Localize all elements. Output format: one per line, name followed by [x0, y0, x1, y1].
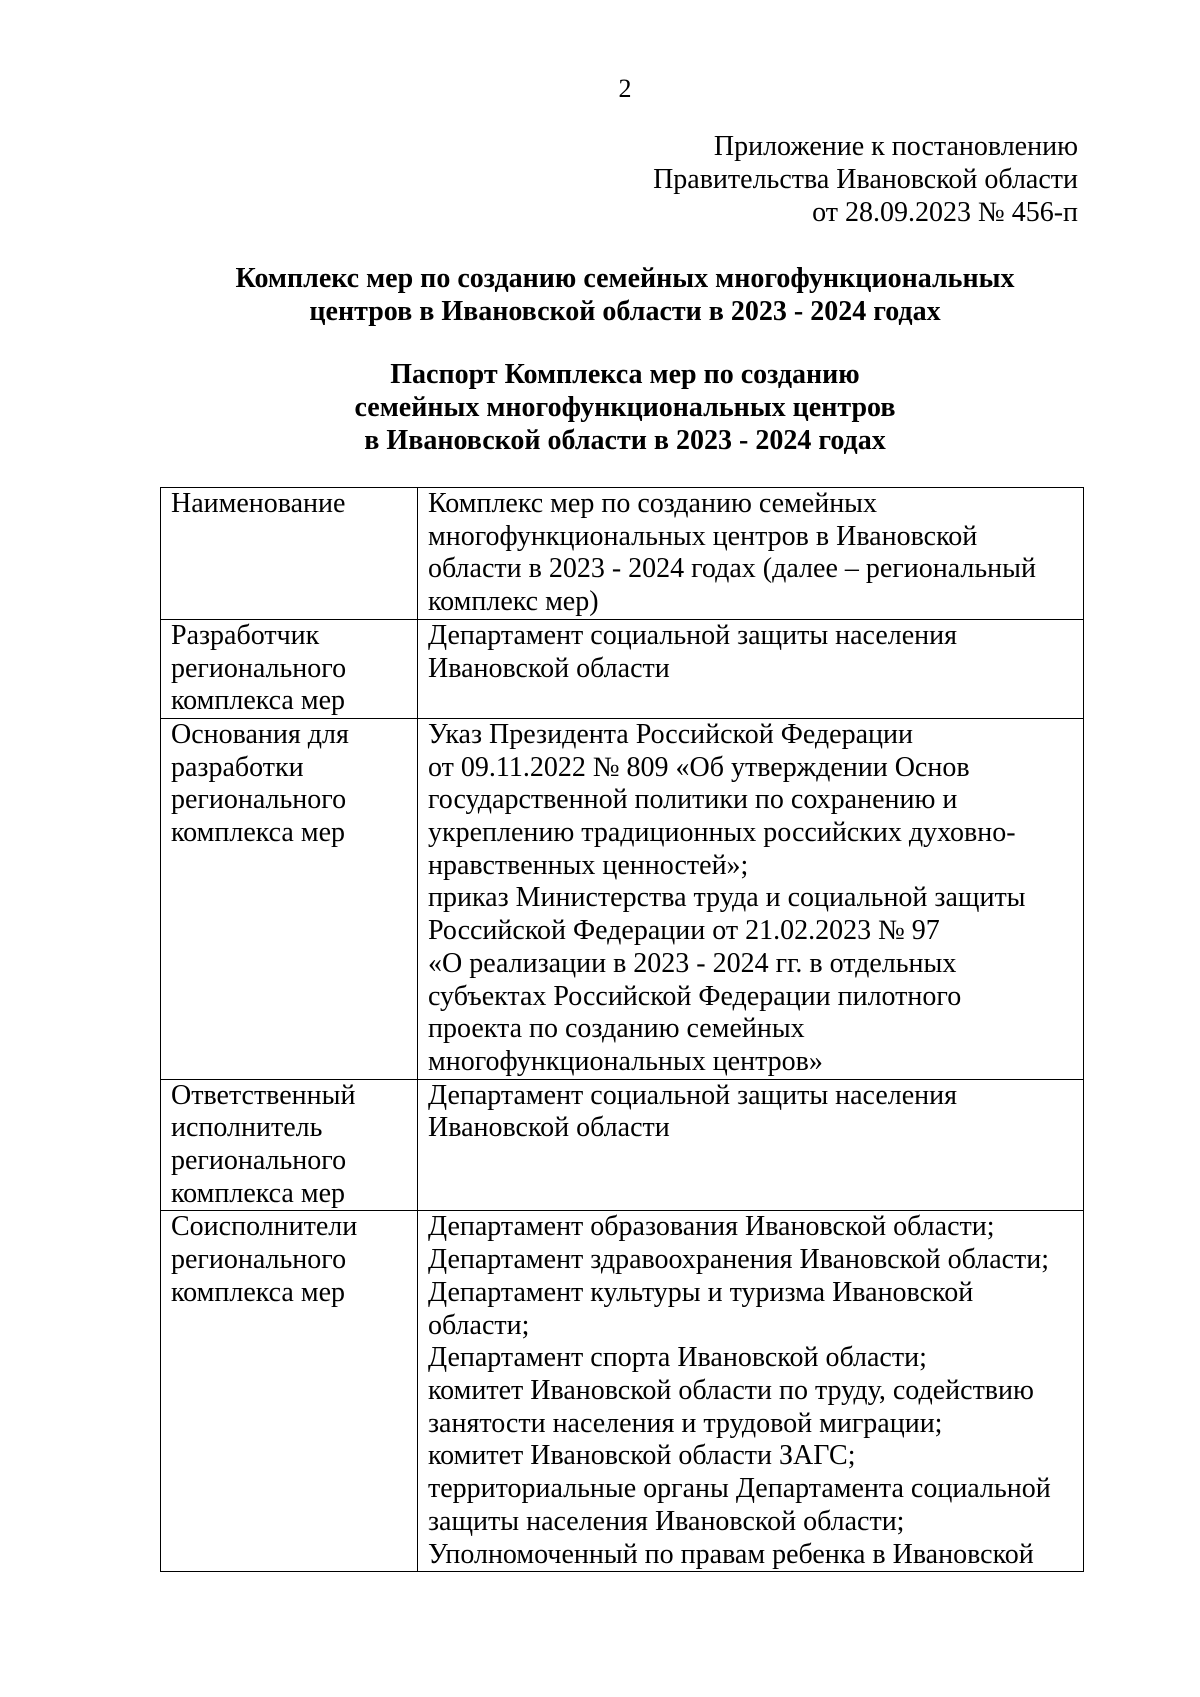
value-line: комитет Ивановской области ЗАГС;	[428, 1440, 856, 1472]
label-line: регионального	[171, 784, 347, 816]
row-value	[418, 619, 1084, 718]
value-line: Департамент социальной защиты населения	[428, 619, 958, 651]
value-line: «О реализации в 2023 - 2024 гг. в отдельных	[428, 947, 957, 979]
label-line: регионального	[171, 652, 347, 684]
label-line: комплекса мер	[171, 817, 346, 849]
passport-table	[160, 487, 1084, 1572]
row-value	[418, 488, 1084, 620]
row-label	[161, 1211, 418, 1572]
row-label	[161, 1079, 418, 1211]
passport-title-line: семейных многофункциональных центров	[354, 392, 896, 423]
appendix-line: Правительства Ивановской области	[653, 164, 1078, 195]
value-line: субъектах Российской Федерации пилотного	[428, 980, 962, 1012]
row-label	[161, 718, 418, 1079]
label-line: Основания для	[171, 718, 349, 750]
label-line: исполнитель	[171, 1112, 323, 1144]
value-line: Департамент спорта Ивановской области;	[428, 1342, 927, 1374]
appendix-line: от 28.09.2023 № 456-п	[812, 197, 1078, 228]
label-line: Ответственный	[171, 1079, 356, 1111]
value-line: Комплекс мер по созданию семейных	[428, 488, 877, 519]
value-line: Департамент здравоохранения Ивановской области;	[428, 1244, 1050, 1276]
label-line: комплекса мер	[171, 1276, 346, 1308]
row-value	[418, 718, 1084, 1079]
row-label	[161, 619, 418, 718]
table-row-developer	[161, 619, 1084, 718]
value-line: от 09.11.2022 № 809 «Об утверждении Основ	[428, 751, 970, 783]
title-line: Комплекс мер по созданию семейных многофункциональных	[235, 263, 1015, 294]
value-line: Департамент образования Ивановской области;	[428, 1211, 995, 1243]
value-line: защиты населения Ивановской области;	[428, 1505, 905, 1537]
page-number: 2	[618, 74, 632, 103]
value-line: территориальные органы Департамента социальной	[428, 1473, 1051, 1505]
value-line: Указ Президента Российской Федерации	[428, 718, 913, 750]
row-label	[161, 488, 418, 620]
value-line: комплекс мер)	[428, 586, 599, 618]
passport-title	[0, 358, 1200, 457]
label-line: регионального	[171, 1145, 347, 1177]
value-line: комитет Ивановской области по труду, содействию	[428, 1374, 1034, 1406]
value-line: Ивановской области	[428, 652, 670, 684]
value-line: государственной политики по сохранению и	[428, 784, 958, 816]
value-line: области в 2023 - 2024 годах (далее – региональный	[428, 553, 1036, 585]
row-value	[418, 1079, 1084, 1211]
label-line: Разработчик	[171, 619, 320, 651]
value-line: укреплению традиционных российских духовно-	[428, 817, 1016, 849]
appendix-header	[653, 130, 1078, 229]
document-title	[0, 262, 1200, 328]
table-row-grounds	[161, 718, 1084, 1079]
title-line: центров в Ивановской области в 2023 - 2024 годах	[309, 296, 941, 327]
label-line: Наименование	[171, 488, 346, 519]
appendix-line: Приложение к постановлению	[713, 131, 1078, 162]
value-line: проекта по созданию семейных	[428, 1013, 805, 1045]
value-line: Департамент культуры и туризма Ивановской	[428, 1276, 974, 1308]
table-row-name	[161, 488, 1084, 620]
label-line: разработки	[171, 751, 304, 783]
table-row-co-executors	[161, 1211, 1084, 1572]
value-line: Департамент социальной защиты населения	[428, 1079, 958, 1111]
value-line: приказ Министерства труда и социальной защиты	[428, 882, 1026, 914]
value-line: Ивановской области	[428, 1112, 670, 1144]
value-line: Российской Федерации от 21.02.2023 № 97	[428, 915, 940, 947]
label-line: комплекса мер	[171, 685, 346, 717]
label-line: Соисполнители	[171, 1211, 358, 1243]
label-line: комплекса мер	[171, 1177, 346, 1209]
value-line: занятости населения и трудовой миграции;	[428, 1407, 943, 1439]
value-line: области;	[428, 1309, 530, 1341]
table-row-responsible	[161, 1079, 1084, 1211]
label-line: регионального	[171, 1244, 347, 1276]
value-line: многофункциональных центров»	[428, 1045, 823, 1077]
value-line: многофункциональных центров в Ивановской	[428, 520, 978, 552]
passport-title-line: Паспорт Комплекса мер по созданию	[390, 359, 860, 390]
passport-title-line: в Ивановской области в 2023 - 2024 годах	[364, 425, 886, 456]
value-line: Уполномоченный по правам ребенка в Ивановской	[428, 1538, 1034, 1570]
row-value	[418, 1211, 1084, 1572]
value-line: нравственных ценностей»;	[428, 849, 749, 881]
